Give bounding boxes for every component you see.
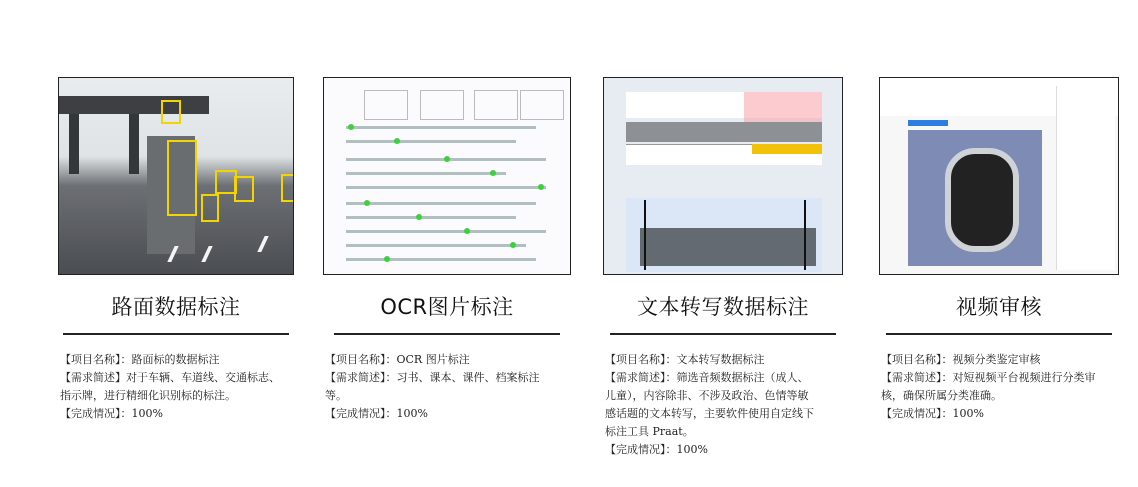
project-line: 【项目名称】：路面标的数据标注	[60, 353, 220, 366]
segment-highlight	[752, 144, 822, 154]
ocr-marker	[384, 256, 390, 262]
card-description	[879, 351, 1117, 423]
ocr-marker	[490, 170, 496, 176]
text-line	[346, 186, 546, 189]
project-line: 【项目名称】：视频分类鉴定审核	[881, 353, 1041, 366]
overpass	[59, 96, 209, 114]
card-title: 视频审核	[956, 295, 1042, 319]
status-line: 【完成情况】：100%	[60, 407, 163, 420]
card-transcription[interactable]	[603, 77, 843, 459]
ocr-marker	[364, 200, 370, 206]
text-line	[346, 216, 516, 219]
bbox	[161, 100, 181, 124]
video-frame-object	[945, 148, 1019, 252]
graph-figure	[364, 90, 408, 120]
bbox	[281, 174, 294, 202]
audio-waveform-image	[603, 77, 843, 275]
ocr-marker	[538, 184, 544, 190]
ocr-marker	[348, 124, 354, 130]
spectrogram	[626, 122, 822, 142]
demand-line: 指示牌，进行精细化识别标的标注。	[60, 389, 236, 402]
divider	[886, 333, 1112, 335]
video-review-image	[879, 77, 1119, 275]
divider	[334, 333, 560, 335]
lane-line	[201, 246, 212, 262]
divider	[610, 333, 836, 335]
text-line	[346, 230, 546, 233]
text-line	[346, 126, 536, 129]
demand-line: 【需求简述】：筛选音频数据标注（成人、	[605, 371, 809, 384]
ocr-document-image	[323, 77, 571, 275]
review-panel	[1056, 86, 1115, 270]
graph-figure	[420, 90, 464, 120]
ocr-marker	[394, 138, 400, 144]
card-road[interactable]	[58, 77, 294, 423]
graph-figure	[520, 90, 564, 120]
boundary	[804, 200, 806, 270]
text-line	[346, 244, 526, 247]
lane-line	[257, 236, 268, 252]
bbox	[201, 194, 219, 222]
pillar	[129, 114, 139, 174]
ocr-marker	[510, 242, 516, 248]
card-description	[323, 351, 561, 423]
card-title: OCR图片标注	[380, 295, 514, 319]
divider	[63, 333, 289, 335]
project-line: 【项目名称】：OCR 图片标注	[325, 353, 470, 366]
text-line	[346, 258, 536, 261]
road-scene-image	[58, 77, 294, 275]
demand-line: 【需求简述】对于车辆、车道线、交通标志、	[60, 371, 280, 384]
card-title: 文本转写数据标注	[637, 295, 809, 319]
demand-line: 【需求简述】：对短视频平台视频进行分类审	[881, 371, 1096, 384]
text-line	[346, 202, 536, 205]
card-description	[603, 351, 841, 459]
text-line	[346, 172, 506, 175]
status-line: 【完成情况】：100%	[325, 407, 428, 420]
pillar	[69, 114, 79, 174]
card-ocr[interactable]	[323, 77, 571, 423]
demand-line: 核，确保所属分类准确。	[881, 389, 1002, 402]
card-title: 路面数据标注	[111, 295, 241, 319]
card-description	[58, 351, 296, 423]
ocr-marker	[464, 228, 470, 234]
ocr-marker	[444, 156, 450, 162]
ocr-marker	[416, 214, 422, 220]
status-line: 【完成情况】：100%	[881, 407, 984, 420]
tab-indicator	[908, 120, 948, 126]
praat-spectrogram	[640, 228, 816, 266]
status-line: 【完成情况】：100%	[605, 443, 708, 456]
project-line: 【项目名称】：文本转写数据标注	[605, 353, 765, 366]
card-video[interactable]	[879, 77, 1119, 423]
boundary	[644, 200, 646, 270]
demand-line: 标注工具 Praat。	[605, 425, 694, 438]
text-line	[346, 140, 516, 143]
graph-figure	[474, 90, 518, 120]
demand-line: 【需求简述】：习书、课本、课件、档案标注等。	[325, 371, 540, 402]
demand-line: 儿童），内容除非、不涉及政治、色情等敏	[605, 389, 809, 402]
bbox	[234, 176, 254, 202]
bbox	[167, 140, 197, 216]
demand-line: 感话题的文本转写，主要软件使用自定线下	[605, 407, 814, 420]
